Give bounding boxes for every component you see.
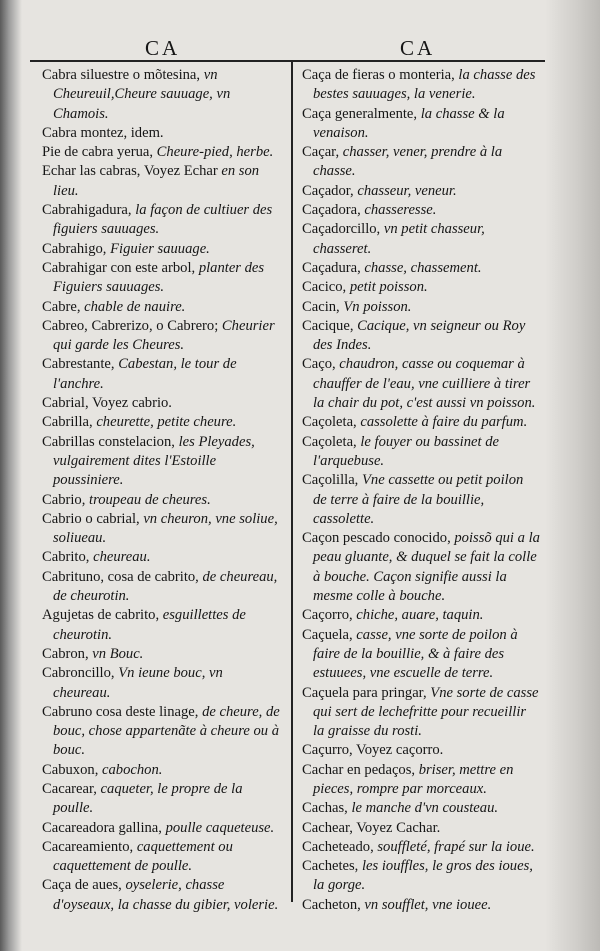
entry-translation: cheureau. — [89, 549, 151, 566]
dictionary-entry — [42, 703, 282, 761]
entry-headword: Caça generalmente, — [302, 105, 418, 122]
entry-headword: Cabrial, Voyez cabrio. — [42, 395, 172, 412]
dictionary-entry — [42, 491, 282, 510]
dictionary-entry — [42, 510, 282, 549]
entry-translation: cassolette à faire du parfum. — [356, 414, 528, 431]
dictionary-entry — [42, 143, 282, 162]
entry-headword: Cabra siluestre o mõtesina, — [42, 67, 201, 83]
entry-translation: le manche d'vn cousteau. — [347, 800, 499, 817]
dictionary-entry — [302, 105, 540, 144]
entry-translation: Vne sorte de casse qui sert de lechefritte pour recueillir la graisse du rosti. — [313, 684, 539, 740]
entry-translation: chasseresse. — [360, 202, 437, 219]
dictionary-entry — [42, 819, 282, 838]
dictionary-entry — [302, 741, 540, 760]
entry-headword: Cacarear, — [42, 780, 97, 797]
page-edge-shadow — [545, 0, 600, 951]
dictionary-entry — [302, 66, 540, 105]
dictionary-entry — [302, 819, 540, 838]
dictionary-entry — [42, 876, 282, 915]
entry-headword: Cabreo, Cabrerizo, o Cabrero; — [42, 317, 219, 334]
entry-headword: Pie de cabra yerua, — [42, 144, 154, 161]
entry-headword: Caçuela para pringar, — [302, 684, 427, 701]
entry-translation: Vn ieune bouc, vn cheureau. — [53, 665, 223, 701]
dictionary-entry — [302, 317, 540, 356]
dictionary-entry — [42, 394, 282, 413]
entry-translation: Figuier sauuage. — [106, 240, 210, 257]
dictionary-entry — [42, 780, 282, 819]
entry-translation: Vn poisson. — [339, 298, 412, 315]
entry-headword: Cacareamiento, — [42, 838, 134, 855]
entry-headword: Cabrito, — [42, 549, 90, 566]
dictionary-entry — [42, 66, 282, 124]
dictionary-entry — [302, 896, 540, 915]
entry-headword: Cacheteado, — [302, 838, 374, 855]
entry-translation: caquettement ou caquettement de poulle. — [53, 838, 233, 875]
column-divider — [291, 62, 293, 902]
dictionary-entry — [42, 298, 282, 317]
dictionary-entry — [42, 548, 282, 567]
entry-headword: Caçurro, Voyez caçorro. — [302, 742, 444, 759]
entry-translation: de cheure, de bouc, chose appartenãte à cheure ou à bouc. — [53, 703, 280, 759]
dictionary-entry — [302, 799, 540, 818]
dictionary-entry — [42, 162, 282, 201]
entry-headword: Cacique, — [302, 317, 354, 334]
entry-headword: Caçadura, — [302, 259, 361, 276]
dictionary-entry — [302, 529, 540, 606]
running-header-right: CA — [400, 36, 436, 60]
dictionary-entry — [302, 201, 540, 220]
entry-translation: la chasse des bestes sauuages, la venerie. — [313, 67, 536, 103]
entry-headword: Cabroncillo, — [42, 665, 115, 682]
entry-translation: vn Bouc. — [88, 645, 144, 662]
entry-headword: Cabrio, — [42, 491, 86, 508]
dictionary-entry — [302, 220, 540, 259]
entry-headword: Caçadorcillo, — [302, 221, 381, 238]
entry-translation: souffleté, frapé sur la ioue. — [373, 838, 535, 855]
entry-translation: en son lieu. — [53, 163, 260, 199]
entry-headword: Cabrilla, — [42, 414, 93, 431]
entry-headword: Cabrahigo, — [42, 240, 107, 257]
entry-headword: Cabuxon, — [42, 761, 99, 778]
entry-headword: Cabre, — [42, 298, 81, 315]
entry-headword: Cabra montez, idem. — [42, 124, 164, 141]
dictionary-entry — [302, 626, 540, 684]
dictionary-entry — [302, 857, 540, 896]
dictionary-entry — [42, 201, 282, 240]
entry-translation: chasseur, veneur. — [353, 182, 457, 199]
entry-headword: Cabrillas constelacion, — [42, 433, 175, 450]
dictionary-entry — [42, 838, 282, 877]
entry-translation: caqueter, le propre de la poulle. — [53, 780, 243, 817]
dictionary-entry — [42, 317, 282, 356]
entry-headword: Caçuela, — [302, 626, 353, 643]
entry-headword: Caçoleta, — [302, 433, 357, 450]
dictionary-entry — [302, 413, 540, 432]
dictionary-entry — [302, 606, 540, 625]
entry-headword: Caçadora, — [302, 202, 361, 219]
dictionary-entry — [42, 645, 282, 664]
dictionary-entry — [302, 838, 540, 857]
entry-headword: Caça de aues, — [42, 877, 122, 894]
entry-headword: Caçar, — [302, 144, 340, 161]
entry-translation: poissõ qui a la peau gluante, & duquel se fait la colle à bouche. Caçon signifie aussi la mesme colle à bouche. — [313, 530, 540, 605]
entry-translation: chable de nauire. — [80, 298, 186, 315]
dictionary-entry — [302, 761, 540, 800]
entry-headword: Caçon pescado conocido, — [302, 530, 451, 547]
entry-headword: Cachas, — [302, 800, 348, 817]
entry-translation: vn petit chasseur, chasseret. — [313, 221, 485, 257]
dictionary-entry — [42, 259, 282, 298]
entry-headword: Cabrahigadura, — [42, 202, 132, 219]
entry-headword: Cabruno cosa deste linage, — [42, 703, 199, 720]
entry-translation: chasse, chassement. — [360, 259, 482, 276]
entry-translation: oyselerie, chasse d'oyseaux, la chasse du gibier, volerie. — [53, 877, 279, 913]
entry-headword: Caço, — [302, 356, 336, 373]
entry-headword: Caça de fieras o monteria, — [302, 67, 455, 83]
running-header-left: CA — [145, 36, 181, 60]
dictionary-entry — [42, 761, 282, 780]
entry-translation: le fouyer ou bassinet de l'arquebuse. — [313, 433, 499, 469]
entry-translation: vn cheuron, vne soliue, soliueau. — [53, 510, 278, 547]
entry-translation: la chasse & la venaison. — [313, 105, 505, 141]
entry-headword: Cacico, — [302, 279, 347, 296]
entry-translation: petit poisson. — [346, 279, 428, 296]
entry-translation: cheurette, petite cheure. — [92, 414, 237, 431]
entry-headword: Caçolilla, — [302, 472, 359, 489]
entry-translation: de cheureau, de cheurotin. — [53, 568, 278, 605]
entry-translation: troupeau de cheures. — [85, 491, 211, 508]
entry-translation: briser, mettre en pieces, rompre par morceaux. — [313, 761, 514, 797]
entry-headword: Caçoleta, — [302, 414, 357, 431]
entry-headword: Cacareadora gallina, — [42, 819, 162, 836]
dictionary-entry — [42, 664, 282, 703]
dictionary-entry — [42, 568, 282, 607]
entry-headword: Cacheton, — [302, 896, 361, 913]
entry-translation: Cheurier qui garde les Cheures. — [53, 317, 275, 354]
dictionary-entry — [302, 182, 540, 201]
dictionary-entry — [42, 124, 282, 143]
entry-translation: planter des Figuiers sauuages. — [53, 259, 265, 296]
page-gutter-shadow — [0, 0, 22, 951]
entry-headword: Cabrestante, — [42, 356, 115, 373]
entry-headword: Cachear, Voyez Cachar. — [302, 819, 441, 836]
dictionary-entry — [302, 143, 540, 182]
entry-translation: vn soufflet, vne iouee. — [360, 896, 492, 913]
right-column — [302, 66, 540, 915]
entry-translation: casse, vne sorte de poilon à faire de la bouillie, & à faire des estuuees, vne escuelle de terre. — [313, 626, 518, 682]
entry-translation: la façon de cultiuer des figuiers sauuages. — [53, 202, 273, 238]
dictionary-entry — [302, 298, 540, 317]
entry-headword: Echar las cabras, Voyez Echar — [42, 163, 218, 180]
dictionary-entry — [302, 259, 540, 278]
entry-translation: vn Cheureuil,Cheure sauuage, vn Chamois. — [53, 67, 231, 122]
dictionary-entry — [42, 240, 282, 259]
entry-translation: chiche, auare, taquin. — [352, 607, 484, 624]
entry-translation: Cacique, vn seigneur ou Roy des Indes. — [313, 317, 526, 354]
entry-headword: Cabrio o cabrial, — [42, 510, 140, 527]
entry-translation: poulle caqueteuse. — [161, 819, 275, 836]
dictionary-entry — [302, 684, 540, 742]
header-rule — [30, 60, 545, 62]
entry-translation: les iouffles, le gros des ioues, la gorge. — [313, 858, 533, 894]
entry-translation: chaudron, casse ou coquemar à chauffer de l'eau, vne cuilliere à tirer la chair du pot, c'est aussi vn poisson. — [313, 356, 536, 412]
dictionary-entry — [302, 433, 540, 472]
entry-headword: Agujetas de cabrito, — [42, 607, 160, 624]
entry-translation: chasser, vener, prendre à la chasse. — [313, 144, 503, 180]
entry-translation: esguillettes de cheurotin. — [53, 607, 246, 643]
entry-headword: Cacin, — [302, 298, 340, 315]
entry-headword: Cabrituno, cosa de cabrito, — [42, 568, 199, 585]
dictionary-entry — [302, 471, 540, 529]
entry-headword: Caçorro, — [302, 607, 353, 624]
dictionary-entry — [302, 278, 540, 297]
entry-headword: Cabrahigar con este arbol, — [42, 259, 196, 276]
dictionary-entry — [42, 433, 282, 491]
entry-translation: Cheure-pied, herbe. — [153, 144, 274, 161]
entry-translation: Vne cassette ou petit poilon de terre à faire de la bouillie, cassolette. — [313, 472, 524, 527]
dictionary-entry — [302, 355, 540, 413]
entry-translation: Cabestan, le tour de l'anchre. — [53, 356, 237, 392]
dictionary-entry — [42, 413, 282, 432]
dictionary-entry — [42, 355, 282, 394]
dictionary-entry — [42, 606, 282, 645]
entry-translation: les Pleyades, vulgairement dites l'Estoille poussiniere. — [53, 433, 255, 489]
entry-headword: Cachar en pedaços, — [302, 761, 416, 778]
entry-headword: Cachetes, — [302, 858, 359, 875]
entry-headword: Caçador, — [302, 182, 354, 199]
entry-headword: Cabron, — [42, 645, 89, 662]
entry-translation: cabochon. — [98, 761, 163, 778]
left-column — [42, 66, 282, 915]
